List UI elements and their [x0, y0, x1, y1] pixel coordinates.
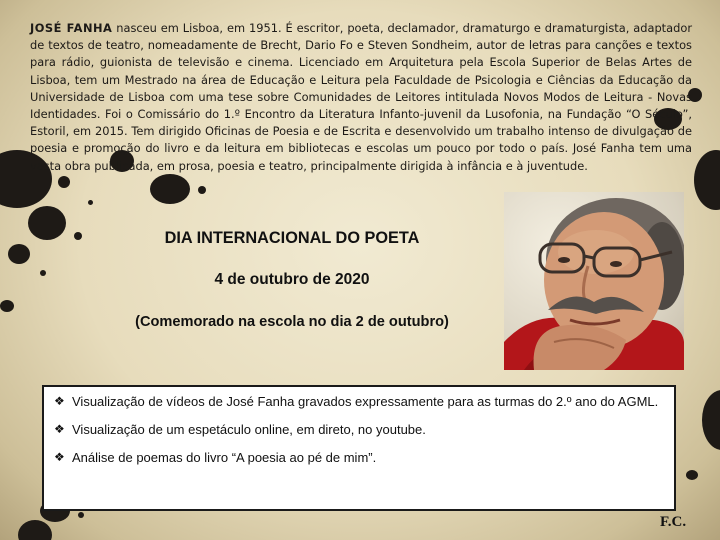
activity-text: Visualização de um espetáculo online, em direto, no youtube.	[72, 422, 426, 437]
author-name: JOSÉ FANHA	[30, 21, 113, 35]
signature: F.C.	[660, 514, 687, 530]
portrait-illustration	[504, 192, 684, 370]
activities-list	[54, 392, 666, 467]
event-note: (Comemorado na escola no dia 2 de outubro)	[135, 314, 449, 330]
event-date: 4 de outubro de 2020	[214, 271, 370, 288]
ink-splatter	[88, 200, 93, 205]
ink-splatter	[702, 390, 720, 450]
event-title: DIA INTERNACIONAL DO POETA	[164, 229, 420, 247]
ink-splatter	[198, 186, 206, 194]
diamond-bullet-icon: ❖	[54, 394, 65, 408]
ink-splatter	[58, 176, 70, 188]
activity-text: Análise de poemas do livro “A poesia ao pé de mim”.	[72, 450, 377, 465]
activity-text: Visualização de vídeos de José Fanha gravados expressamente para as turmas do 2.º ano do AGML.	[72, 394, 659, 409]
ink-splatter	[78, 512, 84, 518]
ink-splatter	[18, 520, 52, 540]
ink-splatter	[686, 470, 698, 480]
author-portrait	[504, 192, 684, 370]
diamond-bullet-icon: ❖	[54, 422, 65, 436]
ink-splatter	[0, 300, 14, 312]
ink-splatter	[694, 150, 720, 210]
ink-splatter	[150, 174, 190, 204]
activity-item	[54, 448, 666, 467]
activity-item	[54, 420, 666, 439]
activity-item	[54, 392, 666, 411]
ink-splatter	[8, 244, 30, 264]
ink-splatter	[40, 270, 46, 276]
diamond-bullet-icon: ❖	[54, 450, 65, 464]
ink-splatter	[74, 232, 82, 240]
biography-text: nasceu em Lisboa, em 1951. É escritor, poeta, declamador, dramaturgo e dramaturgista, adaptador de textos de teatro, nomeadamente de Brecht, Dario Fo e Steven Sondheim, autor de letras para canções e textos para rádio, guionista de televisão e cinema. Licenciado em Arquitetura pela Escola Superior de Belas Artes de Lisboa, tem um Mestrado na área de Educação e Leitura pela Faculdade de Psicologia e Ciências da Educação da Universidade de Lisboa com uma tese sobre Comunidades de Leitores intitulada Novos Modos de Leitura - Novas Identidades. Foi o Comissário do 1.º Encontro da Literatura Infanto-juvenil da Lusofonia, na Fundação “O Século”, Estoril, em 2015. Tem dirigido Oficinas de Poesia e de Escrita e desenvolvido um trabalho intenso de divulgação de poesia e promoção do livro e da leitura em bibliotecas e escolas um pouco por todo o país. José Fanha tem uma vasta obra publicada, em prosa, poesia e teatro, principalmente dirigida à infância e à juventude.	[30, 21, 693, 173]
ink-splatter	[28, 206, 66, 240]
activities-box	[42, 385, 676, 511]
biography-paragraph	[30, 20, 692, 175]
